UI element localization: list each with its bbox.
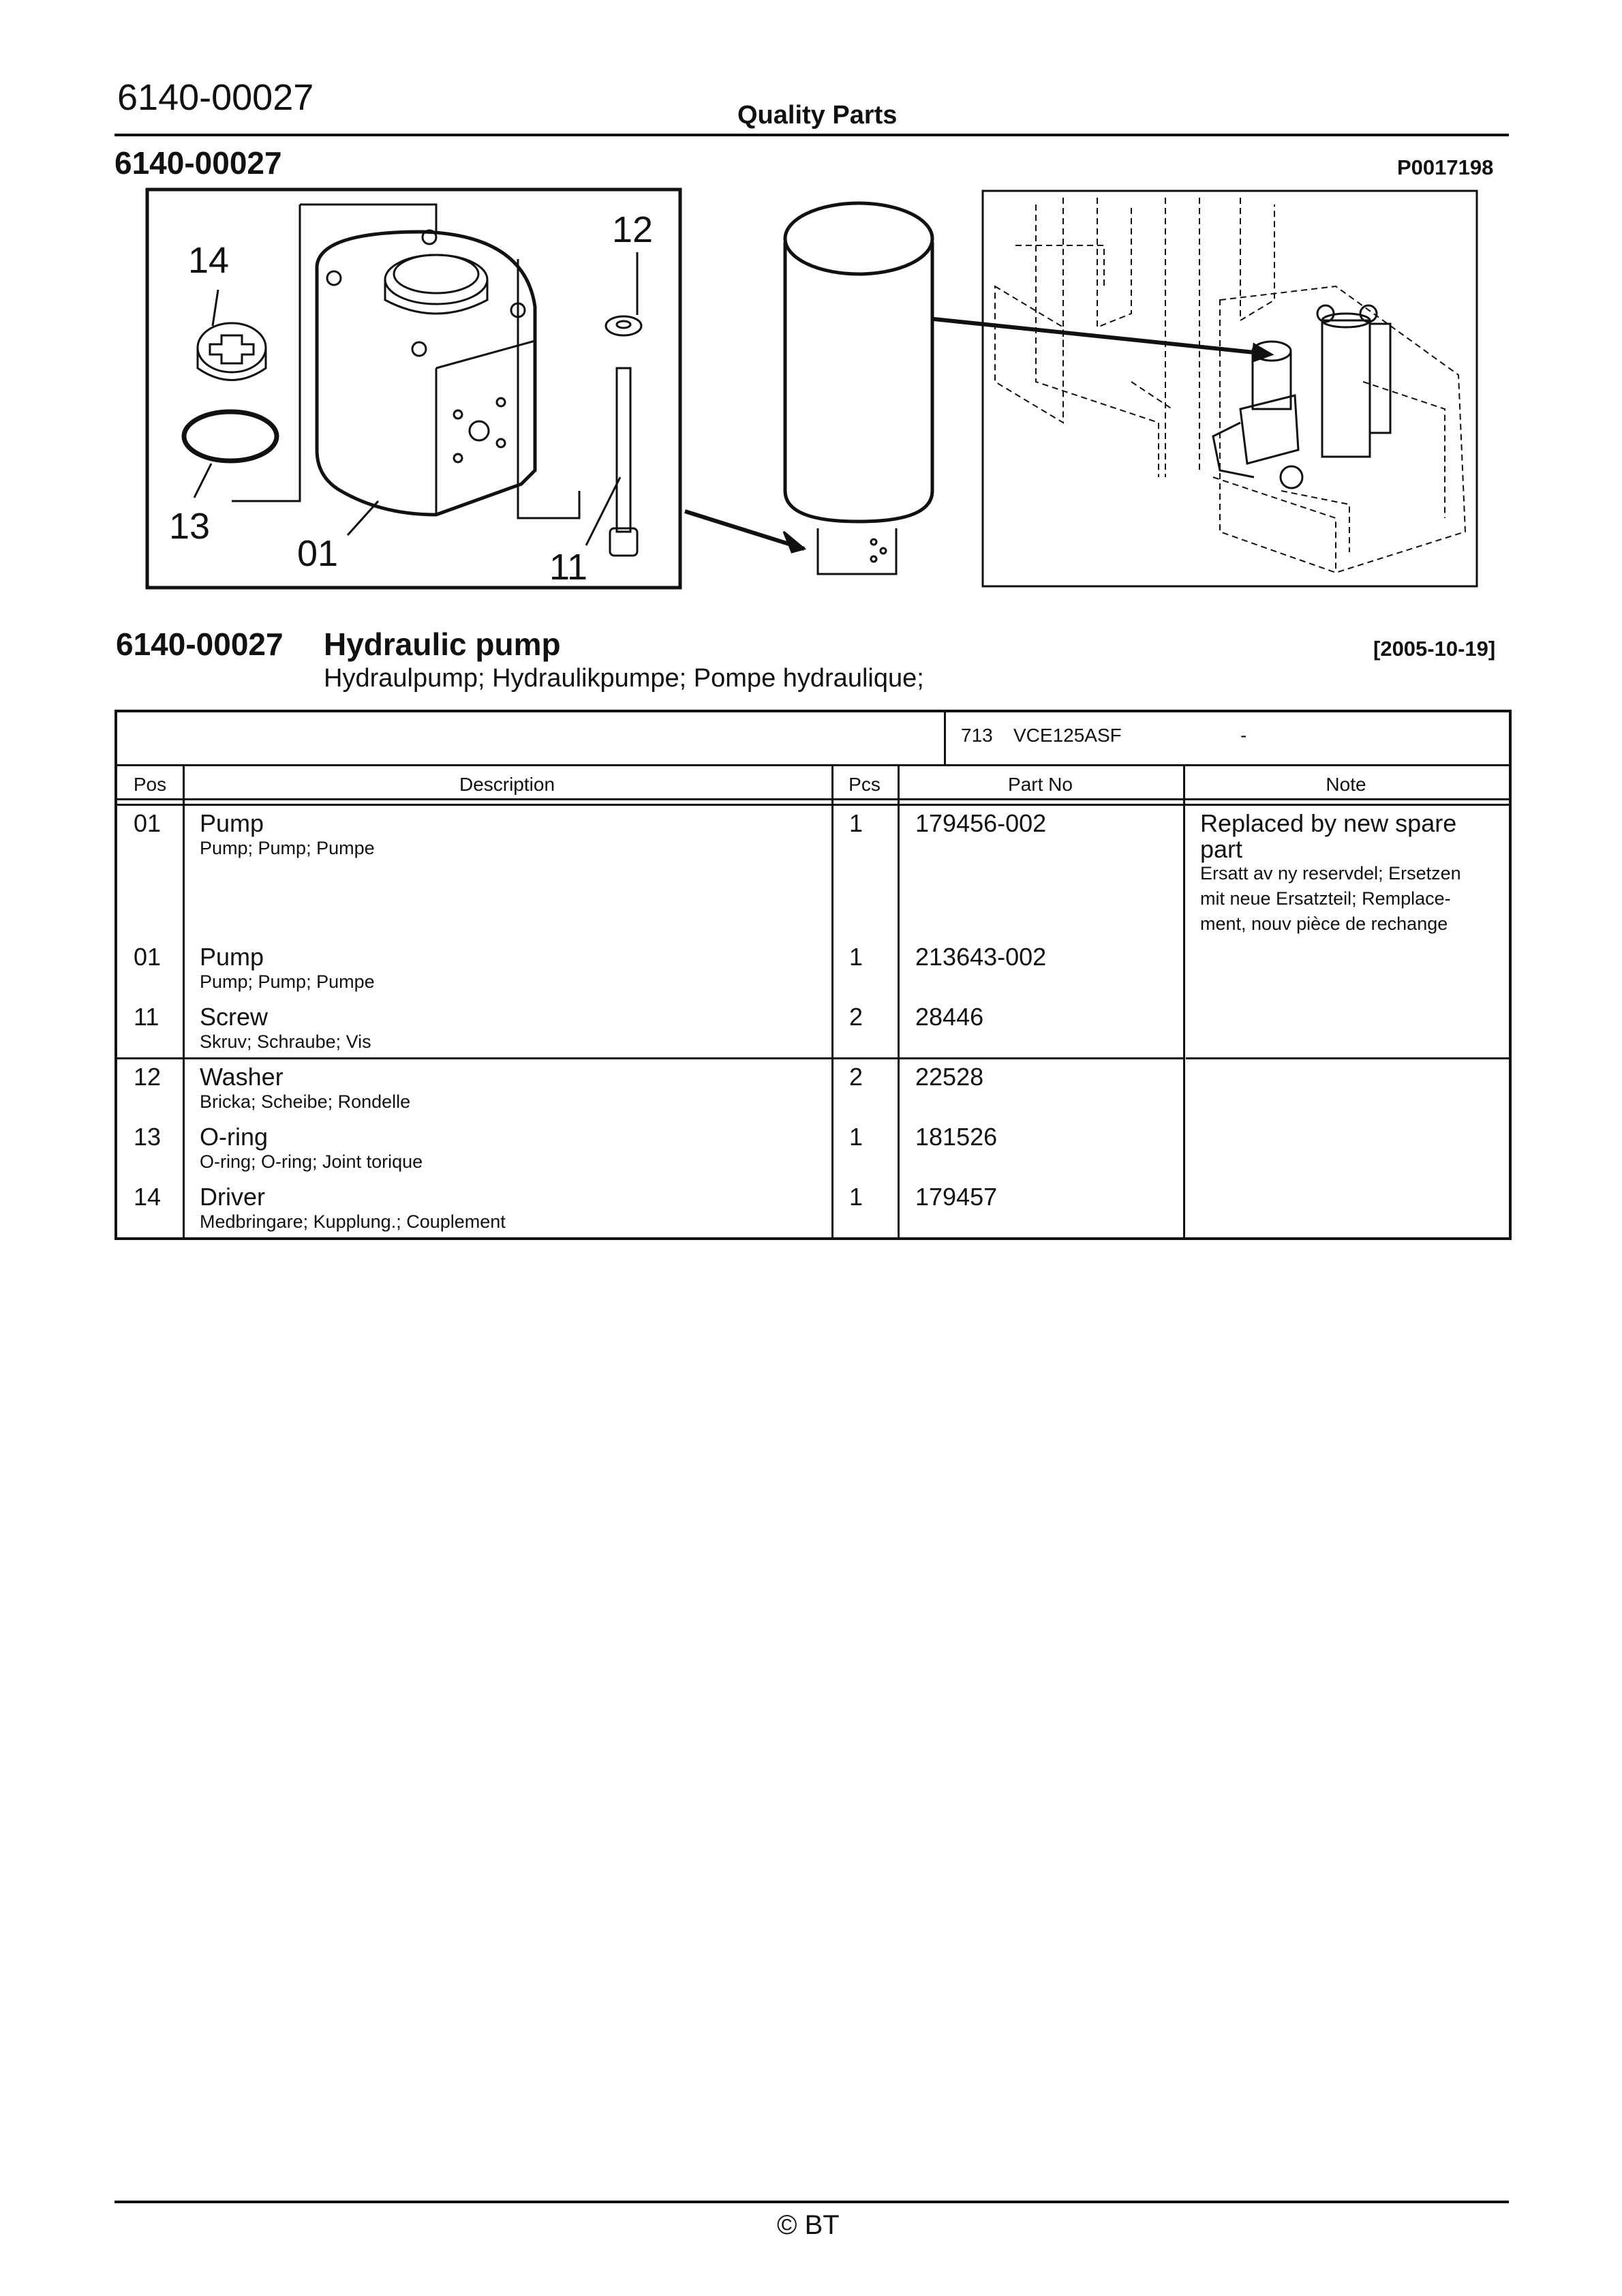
exploded-view-illustration xyxy=(0,0,1622,600)
part-group-name: Hydraulic pump xyxy=(324,626,561,662)
header-line-2 xyxy=(117,804,1509,806)
reservoir-cylinder xyxy=(785,242,932,522)
document-id: 6140-00027 xyxy=(117,77,314,118)
row-pos: 01 xyxy=(134,943,162,971)
header-note: Note xyxy=(1326,774,1366,795)
model-name: VCE125ASF xyxy=(1013,725,1122,746)
row-pcs: 1 xyxy=(849,809,863,837)
row-description: Screw xyxy=(200,1003,269,1031)
col-divider-partno xyxy=(1183,764,1185,1237)
model-range: - xyxy=(1240,725,1247,746)
row-description: Pump xyxy=(200,809,264,837)
row-description-translation: Medbringare; Kupplung.; Couplement xyxy=(200,1211,506,1232)
row-pcs: 2 xyxy=(849,1003,863,1031)
part-group-date: [2005-10-19] xyxy=(1373,637,1496,661)
row-description-translation: Skruv; Schraube; Vis xyxy=(200,1031,371,1052)
row-pos: 01 xyxy=(134,809,162,837)
header-part-no: Part No xyxy=(1008,774,1073,795)
model-row-line xyxy=(117,764,1509,766)
model-code: 713 xyxy=(961,725,993,746)
callout-14: 14 xyxy=(188,240,230,281)
col-divider-pcs xyxy=(898,764,900,1237)
col-divider-pos xyxy=(183,764,185,1237)
row-pcs: 1 xyxy=(849,1123,863,1151)
row-pcs: 1 xyxy=(849,943,863,971)
header-line-1 xyxy=(117,798,1509,800)
row-pos: 11 xyxy=(134,1003,159,1031)
header-pcs: Pcs xyxy=(848,774,881,795)
figure-number: P0017198 xyxy=(1397,155,1494,179)
row-description: Driver xyxy=(200,1183,265,1211)
row-note: Replaced by new spare part xyxy=(1200,809,1457,863)
row-pos: 12 xyxy=(134,1063,162,1091)
row-part-no: 179457 xyxy=(915,1183,998,1211)
header-pos: Pos xyxy=(133,774,167,795)
part-group-translations: Hydraulpump; Hydraulikpumpe; Pompe hydraulique; xyxy=(324,664,924,693)
part-group-id: 6140-00027 xyxy=(116,626,284,662)
washer-part xyxy=(606,316,641,335)
copyright: © BT xyxy=(777,2210,840,2240)
footer-divider xyxy=(114,2201,1509,2203)
callout-12: 12 xyxy=(612,209,654,250)
row-part-no: 213643-002 xyxy=(915,943,1047,971)
callout-11: 11 xyxy=(549,547,588,588)
row-pcs: 1 xyxy=(849,1183,863,1211)
row-description-translation: Pump; Pump; Pumpe xyxy=(200,838,375,858)
row-part-no: 181526 xyxy=(915,1123,998,1151)
callout-01: 01 xyxy=(297,533,339,574)
header-description: Description xyxy=(459,774,555,795)
driver-part xyxy=(198,323,266,372)
row-note-translation: Ersatt av ny reservdel; Ersetzen mit neue Ersatzteil; Remplace-ment, nouv pièce de rechange xyxy=(1200,863,1461,934)
col-divider-desc xyxy=(831,764,833,1237)
row-description: O-ring xyxy=(200,1123,269,1151)
model-row-divider xyxy=(944,712,946,764)
screw-part xyxy=(617,368,630,532)
parts-table xyxy=(114,710,1512,1240)
pump-body xyxy=(317,232,535,515)
group-divider xyxy=(117,1057,1184,1059)
row-description-translation: O-ring; O-ring; Joint torique xyxy=(200,1151,423,1172)
group-divider-note xyxy=(1186,1057,1509,1059)
brand-title: Quality Parts xyxy=(737,101,898,130)
row-pos: 13 xyxy=(134,1123,162,1151)
callout-13: 13 xyxy=(169,506,211,547)
row-part-no: 22528 xyxy=(915,1063,984,1091)
row-description: Pump xyxy=(200,943,264,971)
o-ring-part xyxy=(184,412,277,461)
row-pcs: 2 xyxy=(849,1063,863,1091)
row-part-no: 28446 xyxy=(915,1003,984,1031)
row-part-no: 179456-002 xyxy=(915,809,1047,837)
row-description-translation: Pump; Pump; Pumpe xyxy=(200,971,375,992)
row-description-translation: Bricka; Scheibe; Rondelle xyxy=(200,1091,411,1112)
row-description: Washer xyxy=(200,1063,284,1091)
row-pos: 14 xyxy=(134,1183,162,1211)
section-id: 6140-00027 xyxy=(114,145,282,181)
